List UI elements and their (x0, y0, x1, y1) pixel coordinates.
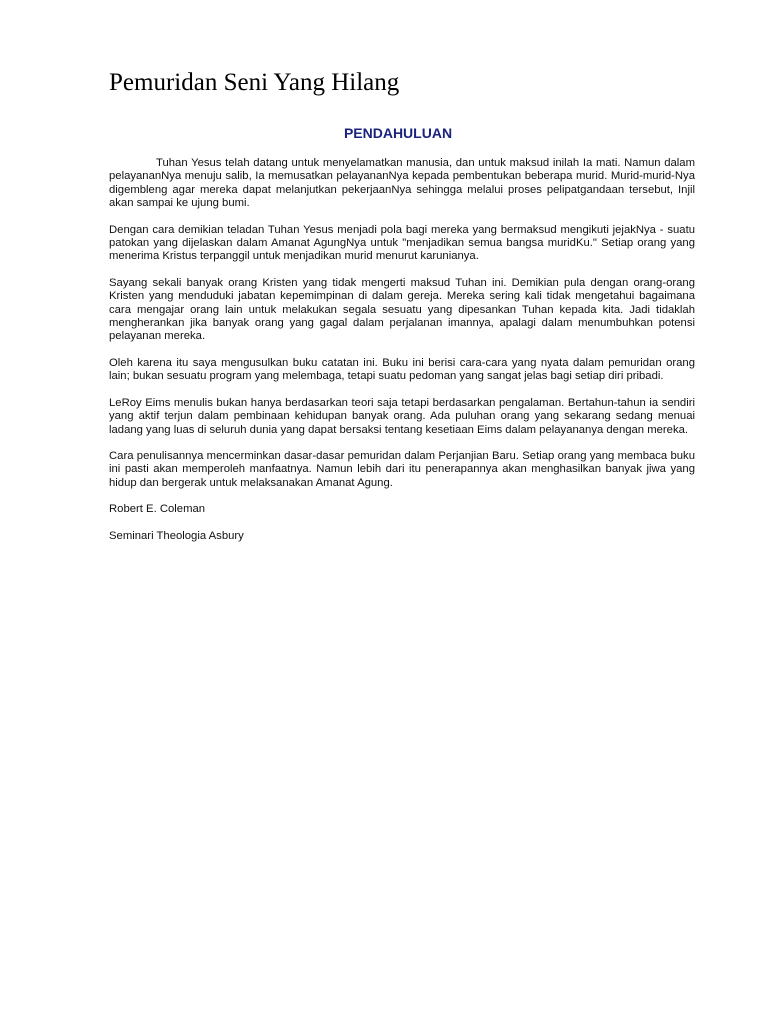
document-title: Pemuridan Seni Yang Hilang (109, 69, 400, 96)
paragraph-5: LeRoy Eims menulis bukan hanya berdasarkan teori saja tetapi berdasarkan pengalaman. Bertahun-tahun ia sendiri yang aktif terjun dalam pembinaan kehidupan banyak orang. Ada puluhan orang yang sekarang sedang menuai ladang yang luas di seluruh dunia yang dapat bersaksi tentang kesetiaan Eims dalam pelayananya dengan mereka. (109, 396, 695, 436)
paragraph-1: Tuhan Yesus telah datang untuk menyelamatkan manusia, dan untuk maksud inilah Ia mati. Namun dalam pelayananNya menuju salib, Ia memusatkan pelayananNya kepada pembentukan beberapa murid. Murid-murid-Nya digembleng agar mereka dapat melanjutkan pekerjaanNya sehingga melalui proses pelipatgandaan tersebut, Injil akan sampai ke ujung bumi. (109, 157, 695, 210)
paragraph-4: Oleh karena itu saya mengusulkan buku catatan ini. Buku ini berisi cara-cara yang nyata dalam pemuridan orang lain; bukan sesuatu program yang melembaga, tetapi suatu pedoman yang sangat jelas bagi setiap diri pribadi. (109, 356, 695, 383)
author-affiliation: Seminari Theologia Asbury (109, 529, 244, 542)
paragraph-2: Dengan cara demikian teladan Tuhan Yesus menjadi pola bagi mereka yang bermaksud mengikuti jejakNya - suatu patokan yang dijelaskan dalam Amanat AgungNya untuk "menjadikan semua bangsa muridKu." Setiap orang yang menerima Kristus terpanggil untuk menjadikan murid menurut karunianya. (109, 223, 695, 263)
paragraph-3: Sayang sekali banyak orang Kristen yang tidak mengerti maksud Tuhan ini. Demikian pula dengan orang-orang Kristen yang menduduki jabatan kepemimpinan di dalam gereja. Mereka sering kali tidak mengetahui bagaimana cara mengajar orang lain untuk melakukan segala sesuatu yang dipesankan Tuhan kepada kita. Jadi tidaklah mengherankan jika banyak orang yang gagal dalam perjalanan imannya, apalagi dalam menumbuhkan potensi pelayanan mereka. (109, 276, 695, 343)
document-body (109, 157, 695, 556)
section-heading: PENDAHULUAN (343, 125, 453, 141)
author-name: Robert E. Coleman (109, 503, 206, 516)
paragraph-6: Cara penulisannya mencerminkan dasar-dasar pemuridan dalam Perjanjian Baru. Setiap orang yang membaca buku ini pasti akan memperoleh manfaatnya. Namun lebih dari itu penerapannya akan menghasilkan banyak jiwa yang hidup dan bergerak untuk melaksanakan Amanat Agung. (109, 449, 695, 489)
